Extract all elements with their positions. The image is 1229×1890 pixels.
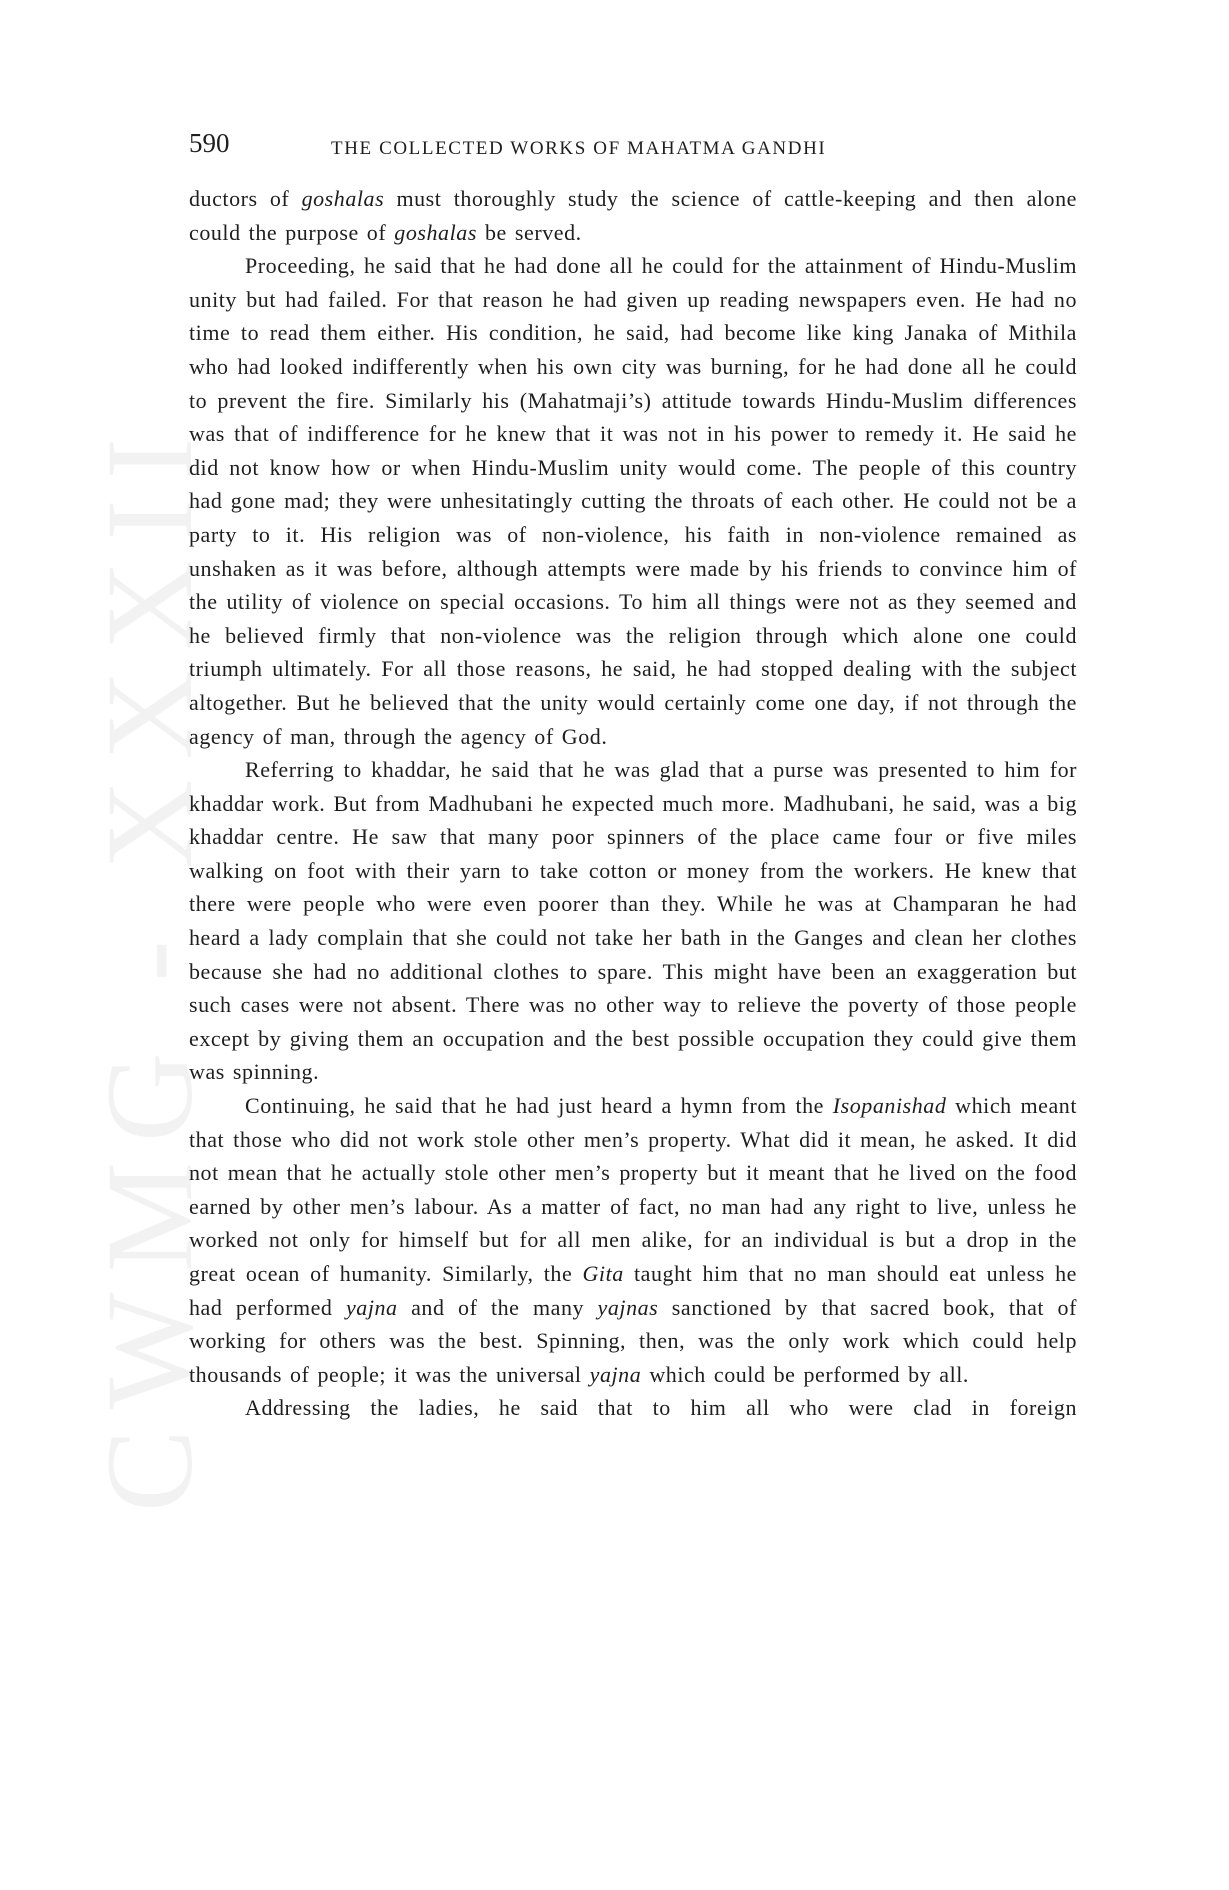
paragraph: ductors of goshalas must thoroughly study the science of cattle-keeping and then alone could the purpose of goshalas be served. — [189, 186, 1077, 245]
paragraph: Addressing the ladies, he said that to him all who were clad in foreign — [245, 1395, 1077, 1421]
watermark — [81, 380, 219, 1550]
italic-term: yajnas — [597, 1294, 659, 1320]
watermark-text: CWMG - XXXII — [81, 417, 219, 1513]
page-number: 590 — [189, 128, 230, 158]
paragraph: Proceeding, he said that he had done all he could for the attainment of Hindu-Muslim unity but had failed. For that reason he had given up reading newspapers even. He had no time to read them either. His condition, he said, had become like king Janaka of Mithila who had looked indifferently when his own city was burning, for he had done all he could to prevent the fire. Similarly his (Mahatmaji’s) attitude towards Hindu-Muslim differences was that of indifference for he knew that it was not in his power to remedy it. He said he did not know how or when Hindu-Muslim unity would come. The people of this country had gone mad; they were unhesitatingly cutting the throats of each other. He could not be a party to it. His religion was of non-violence, his faith in non-violence remained as unshaken as it was before, although attempts were made by his friends to convince him of the utility of violence on special occasions. To him all things were not as they seemed and he believed firmly that non-violence was the religion through which alone one could triumph ultimately. For all those reasons, he said, he had stopped dealing with the subject altogether. But he believed that the unity would certainly come one day, if not through the agency of man, through the agency of God. — [189, 253, 1077, 749]
paragraph: Continuing, he said that he had just heard a hymn from the Isopanishad which meant that those who did not work stole other men’s property. What did it mean, he asked. It did not mean that he actually stole other men’s property but it meant that he lived on the food earned by other men’s labour. As a matter of fact, no man had any right to live, unless he worked not only for himself but for all men alike, for an individual is but a drop in the great ocean of humanity. Similarly, the Gita taught him that no man should eat unless he had performed yajna and of the many yajnas sanctioned by that sacred book, that of working for others was the best. Spinning, then, was the only work which could help thousands of people; it was the universal yajna which could be performed by all. — [189, 1093, 1077, 1387]
running-title: THE COLLECTED WORKS OF MAHATMA GANDHI — [331, 138, 827, 159]
italic-term: goshalas — [301, 186, 385, 211]
page-header — [189, 128, 1077, 168]
italic-term: Gita — [582, 1261, 624, 1286]
italic-term: Isopanishad — [832, 1093, 947, 1119]
paragraph: Referring to khaddar, he said that he was glad that a purse was presented to him for khaddar work. But from Madhubani he expected much more. Madhubani, he said, was a big khaddar centre. He saw that many poor spinners of the place came four or five miles walking on foot with their yarn to take cotton or money from the workers. He knew that there were people who were even poorer than they. While he was at Champaran he had heard a lady complain that she could not take her bath in the Ganges and clean her clothes because she had no additional clothes to spare. This might have been an exaggeration but such cases were not absent. There was no other way to relieve the poverty of those people except by giving them an occupation and the best possible occupation they could give them was spinning. — [189, 757, 1077, 1085]
italic-term: yajna — [589, 1361, 642, 1387]
italic-term: goshalas — [394, 219, 477, 245]
body-text — [189, 182, 1077, 1425]
italic-term: yajna — [345, 1294, 398, 1320]
